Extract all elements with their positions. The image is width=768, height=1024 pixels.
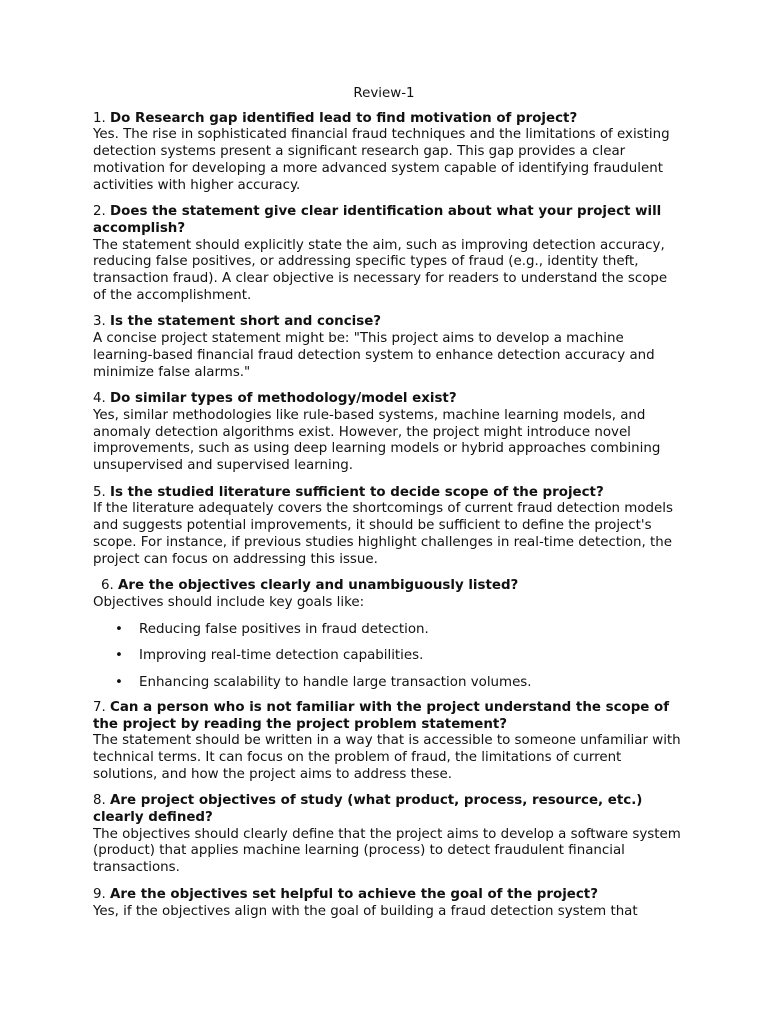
answer-6: Objectives should include key goals like: xyxy=(93,594,365,610)
answer-8: The objectives should clearly define that the project aims to develop a software system (product) that applies machine learning (process) to detect fraudulent financial transactions. xyxy=(93,826,681,876)
question-text: Do similar types of methodology/model exist? xyxy=(110,391,457,407)
question-text: Are the objectives set helpful to achieve the goal of the project? xyxy=(110,886,598,902)
review-item-3 xyxy=(93,314,683,381)
question-text: Are the objectives clearly and unambiguously listed? xyxy=(118,578,519,594)
answer-3: A concise project statement might be: "This project aims to develop a machine learning-based financial fraud detection system to enhance detection accuracy and minimize false alarms." xyxy=(93,331,655,380)
list-item-text: Improving real-time detection capabilities. xyxy=(139,648,424,664)
question-number: 6. xyxy=(101,578,119,594)
review-item-2 xyxy=(93,204,683,304)
question-5 xyxy=(93,485,683,502)
answer-1: Yes. The rise in sophisticated financial fraud techniques and the limitations of existing detection systems present a significant research gap. This gap provides a clear motivation for developing a more advanced system capable of identifying fraudulent activities with higher accuracy. xyxy=(93,127,670,193)
list-item-text: Enhancing scalability to handle large transaction volumes. xyxy=(139,675,532,691)
question-number: 7. xyxy=(93,699,111,715)
question-number: 1. xyxy=(93,110,111,126)
list-item xyxy=(93,622,683,639)
question-text: Are project objectives of study (what product, process, resource, etc.) clearly defined? xyxy=(93,793,643,826)
answer-5: If the literature adequately covers the shortcomings of current fraud detection models and suggests potential improvements, it should be sufficient to define the project's scope. For instance, if previous studies highlight challenges in real-time detection, the project can focus on addressing this issue. xyxy=(93,501,673,567)
question-number: 8. xyxy=(93,793,111,809)
review-item-5 xyxy=(93,485,683,569)
question-number: 5. xyxy=(93,484,111,500)
document-page xyxy=(93,86,683,930)
question-text: Does the statement give clear identification about what your project will accomplish? xyxy=(93,204,662,236)
question-number: 3. xyxy=(93,314,111,330)
list-item xyxy=(93,648,683,665)
question-text: Do Research gap identified lead to find motivation of project? xyxy=(110,110,578,126)
review-item-6 xyxy=(93,578,683,692)
question-2 xyxy=(93,204,683,237)
answer-2: The statement should explicitly state the aim, such as improving detection accuracy, reducing false positives, or addressing specific types of fraud (e.g., identity theft, transaction fraud). A clear objective is necessary for readers to understand the scope of the accomplishment. xyxy=(93,237,668,303)
list-item xyxy=(93,675,683,692)
answer-4: Yes, similar methodologies like rule-based systems, machine learning models, and anomaly detection algorithms exist. However, the project might introduce novel improvements, such as using deep learning models or hybrid approaches combining unsupervised and supervised learning. xyxy=(93,407,661,474)
review-item-1 xyxy=(93,111,683,195)
document-title: Review-1 xyxy=(353,86,415,101)
question-4 xyxy=(93,391,683,408)
question-number: 2. xyxy=(93,204,111,220)
bullet-icon: • xyxy=(115,648,123,664)
question-text: Can a person who is not familiar with the project understand the scope of the project by reading the project problem statement? xyxy=(93,699,670,732)
review-item-7 xyxy=(93,700,683,784)
question-9 xyxy=(93,887,683,904)
list-item-text: Reducing false positives in fraud detection. xyxy=(139,621,429,637)
question-1 xyxy=(93,111,683,128)
bullet-icon: • xyxy=(115,621,123,637)
bullet-icon: • xyxy=(115,675,123,691)
question-number: 9. xyxy=(93,886,111,902)
question-text: Is the statement short and concise? xyxy=(110,314,382,330)
answer-9: Yes, if the objectives align with the goal of building a fraud detection system that xyxy=(93,903,638,919)
objectives-list xyxy=(93,622,683,692)
question-6 xyxy=(93,578,683,595)
answer-7: The statement should be written in a way that is accessible to someone unfamiliar with technical terms. It can focus on the problem of fraud, the limitations of current solutions, and how the project aims to address these. xyxy=(93,733,681,782)
question-text: Is the studied literature sufficient to decide scope of the project? xyxy=(110,484,604,500)
question-7 xyxy=(93,700,683,733)
question-8 xyxy=(93,793,683,826)
review-item-9 xyxy=(93,887,683,920)
review-item-8 xyxy=(93,793,683,877)
question-number: 4. xyxy=(93,391,111,407)
review-item-4 xyxy=(93,391,683,475)
question-3 xyxy=(93,314,683,331)
